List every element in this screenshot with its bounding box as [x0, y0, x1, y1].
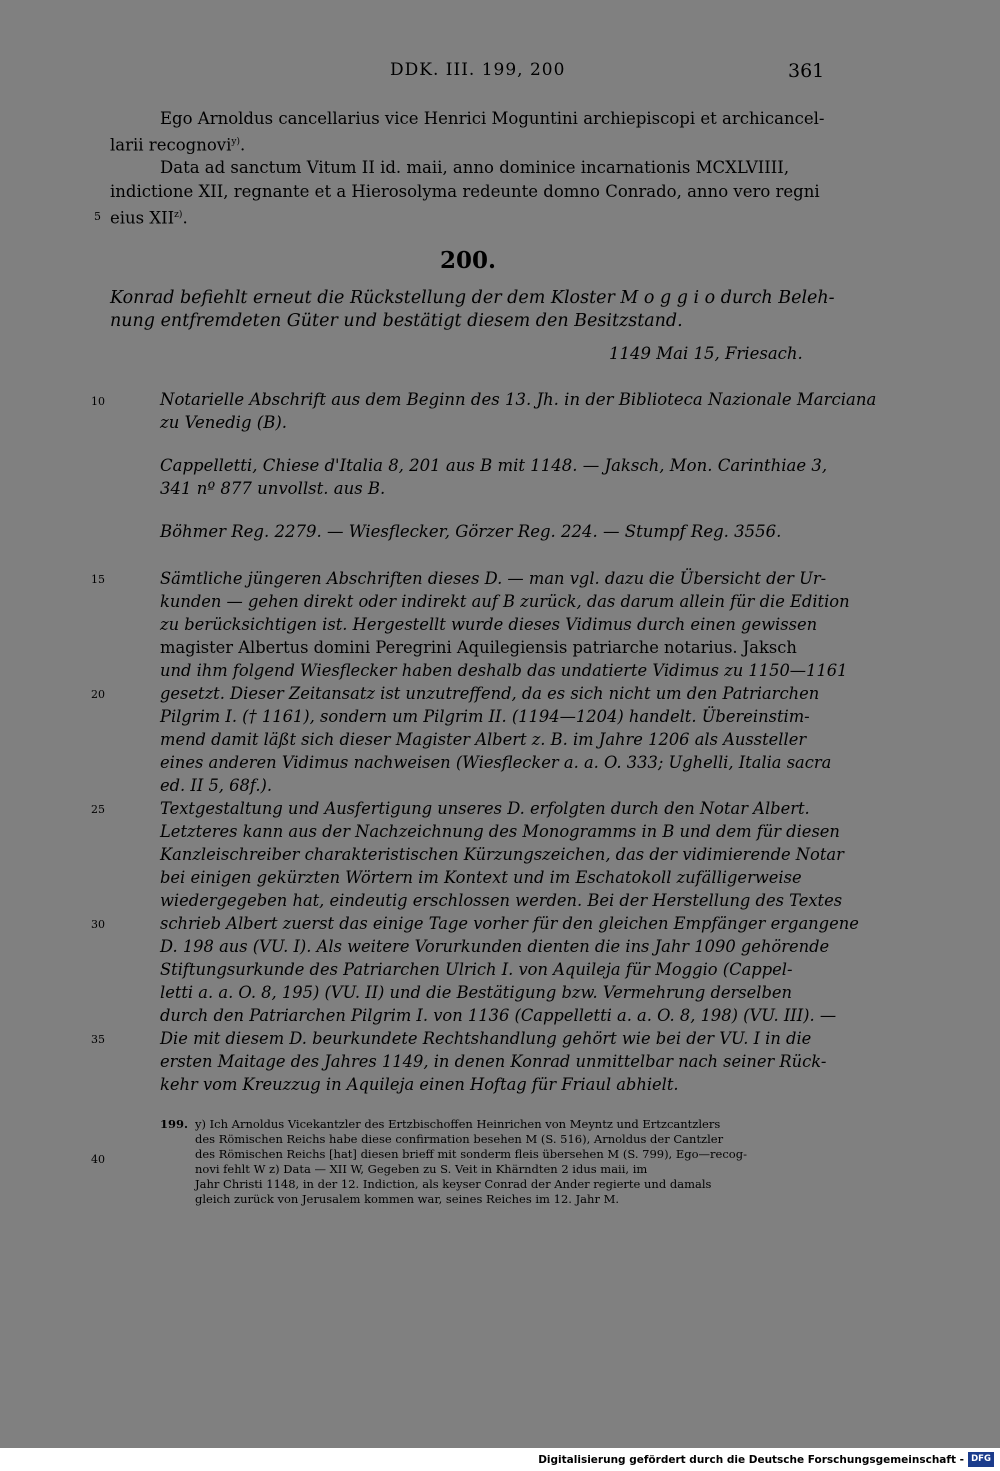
commentary-line: ersten Maitage des Jahres 1149, in denen Konrad unmittelbar nach seiner Rück-	[160, 1052, 827, 1071]
footnote-line: des Römischen Reichs habe diese confirmation besehen M (S. 516), Arnoldus der Cantzler	[195, 1132, 724, 1146]
line-number: 40	[91, 1153, 105, 1166]
date-place: 1149 Mai 15, Friesach.	[609, 344, 803, 363]
line-number: 35	[91, 1033, 105, 1046]
commentary-line: ed. II 5, 68f.).	[160, 776, 273, 795]
line-number: 25	[91, 803, 105, 816]
editions-line-1: Cappelletti, Chiese d'Italia 8, 201 aus B mit 1148. — Jaksch, Mon. Carinthiae 3,	[160, 456, 828, 475]
tradition-line-1: Notarielle Abschrift aus dem Beginn des 13. Jh. in der Biblioteca Nazionale Marciana	[160, 390, 877, 409]
dating-line-1: Data ad sanctum Vitum II id. maii, anno dominice incarnationis MCXLVIIII,	[160, 158, 790, 177]
regest-line-2: nung entfremdeten Güter und bestätigt diesem den Besitzstand.	[110, 311, 683, 331]
regests-line: Böhmer Reg. 2279. — Wiesflecker, Görzer Reg. 224. — Stumpf Reg. 3556.	[160, 522, 782, 541]
footnote-line: y) Ich Arnoldus Vicekantzler des Ertzbischoffen Heinrichen von Meyntz und Ertzcantzlers	[195, 1117, 721, 1131]
commentary-line: magister Albertus domini Peregrini Aquilegiensis patriarche notarius. Jaksch	[160, 638, 797, 657]
commentary-line: Stiftungsurkunde des Patriarchen Ulrich I. von Aquileja für Moggio (Cappel-	[160, 960, 793, 979]
dfg-logo: DFG	[968, 1452, 994, 1467]
line-number: 30	[91, 918, 105, 931]
line-number: 10	[91, 395, 105, 408]
commentary-line: gesetzt. Dieser Zeitansatz ist unzutreffend, da es sich nicht um den Patriarchen	[160, 684, 820, 703]
footnote-marker-y: y)	[231, 137, 240, 147]
tradition-line-2: zu Venedig (B).	[160, 413, 288, 432]
footnote-line: des Römischen Reichs [hat] diesen brieff mit sonderm fleis übersehen M (S. 799), Ego—recog-	[195, 1147, 747, 1161]
commentary-line: kunden — gehen direkt oder indirekt auf B zurück, das darum allein für die Edition	[160, 592, 850, 611]
commentary-line: D. 198 aus (VU. I). Als weitere Vorurkunden dienten die ins Jahr 1090 gehörende	[160, 937, 830, 956]
footnote-marker-z: z)	[174, 210, 183, 220]
commentary-line: Textgestaltung und Ausfertigung unseres D. erfolgten durch den Notar Albert.	[160, 799, 810, 818]
document-number: 200.	[440, 247, 497, 274]
commentary-line: zu berücksichtigen ist. Hergestellt wurde dieses Vidimus durch einen gewissen	[160, 615, 818, 634]
commentary-block	[160, 567, 859, 1096]
line-number: 5	[94, 210, 101, 223]
regest-line-1: Konrad befiehlt erneut die Rückstellung der dem Kloster M o g g i o durch Beleh-	[110, 288, 835, 308]
commentary-line: Kanzleischreiber charakteristischen Kürzungszeichen, das der vidimierende Notar	[160, 845, 844, 864]
editions-line-2: 341 nº 877 unvollst. aus B.	[160, 479, 386, 498]
subscription-text: larii recognovi	[110, 135, 232, 155]
page-number: 361	[788, 60, 825, 82]
commentary-line: und ihm folgend Wiesflecker haben deshalb das undatierte Vidimus zu 1150—1161	[160, 661, 848, 680]
commentary-line: bei einigen gekürzten Wörtern im Kontext und im Eschatokoll zufälligerweise	[160, 868, 802, 887]
footnote-line: novi fehlt W z) Data — XII W, Gegeben zu S. Veit in Khärndten 2 idus maii, im	[195, 1162, 648, 1176]
footnote-label: 199.	[160, 1117, 189, 1131]
footnote-line: gleich zurück von Jerusalem kommen war, seines Reiches im 12. Jahr M.	[195, 1192, 620, 1206]
dating-end: .	[182, 208, 188, 228]
commentary-line: letti a. a. O. 8, 195) (VU. II) und die Bestätigung bzw. Vermehrung derselben	[160, 983, 793, 1002]
commentary-line: Pilgrim I. († 1161), sondern um Pilgrim II. (1194—1204) handelt. Übereinstim-	[160, 707, 810, 726]
commentary-line: wiedergegeben hat, eindeutig erschlossen werden. Bei der Herstellung des Textes	[160, 891, 843, 910]
dating-line-2: indictione XII, regnante et a Hierosolyma redeunte domno Conrado, anno vero regni	[110, 182, 820, 201]
commentary-line: mend damit läßt sich dieser Magister Albert z. B. im Jahre 1206 als Aussteller	[160, 730, 807, 749]
line-number: 15	[91, 573, 105, 586]
commentary-line: Die mit diesem D. beurkundete Rechtshandlung gehört wie bei der VU. I in die	[160, 1029, 812, 1048]
footnote-line: Jahr Christi 1148, in der 12. Indiction, als keyser Conrad der Ander regierte und damals	[195, 1177, 712, 1191]
commentary-line: eines anderen Vidimus nachweisen (Wiesflecker a. a. O. 333; Ughelli, Italia sacra	[160, 753, 832, 772]
line-number: 20	[91, 688, 105, 701]
dating-text: eius XII	[110, 208, 175, 228]
subscription-end: .	[239, 135, 246, 155]
subscription-line-1: Ego Arnoldus cancellarius vice Henrici Moguntini archiepiscopi et archicancel-	[160, 109, 825, 128]
commentary-line: schrieb Albert zuerst das einige Tage vorher für den gleichen Empfänger ergangene	[160, 914, 859, 933]
commentary-line: Letzteres kann aus der Nachzeichnung des Monogramms in B und dem für diesen	[160, 822, 840, 841]
commentary-line: kehr vom Kreuzzug in Aquileja einen Hoftag für Friaul abhielt.	[160, 1075, 679, 1094]
commentary-line: Sämtliche jüngeren Abschriften dieses D. — man vgl. dazu die Übersicht der Ur-	[160, 569, 827, 588]
running-head: DDK. III. 199, 200	[390, 60, 566, 80]
funding-notice: Digitalisierung gefördert durch die Deutsche Forschungsgemeinschaft -	[538, 1454, 964, 1466]
commentary-line: durch den Patriarchen Pilgrim I. von 1136 (Cappelletti a. a. O. 8, 198) (VU. III). —	[160, 1006, 837, 1025]
subscription-line-2	[110, 131, 245, 157]
dating-line-3	[110, 204, 188, 230]
